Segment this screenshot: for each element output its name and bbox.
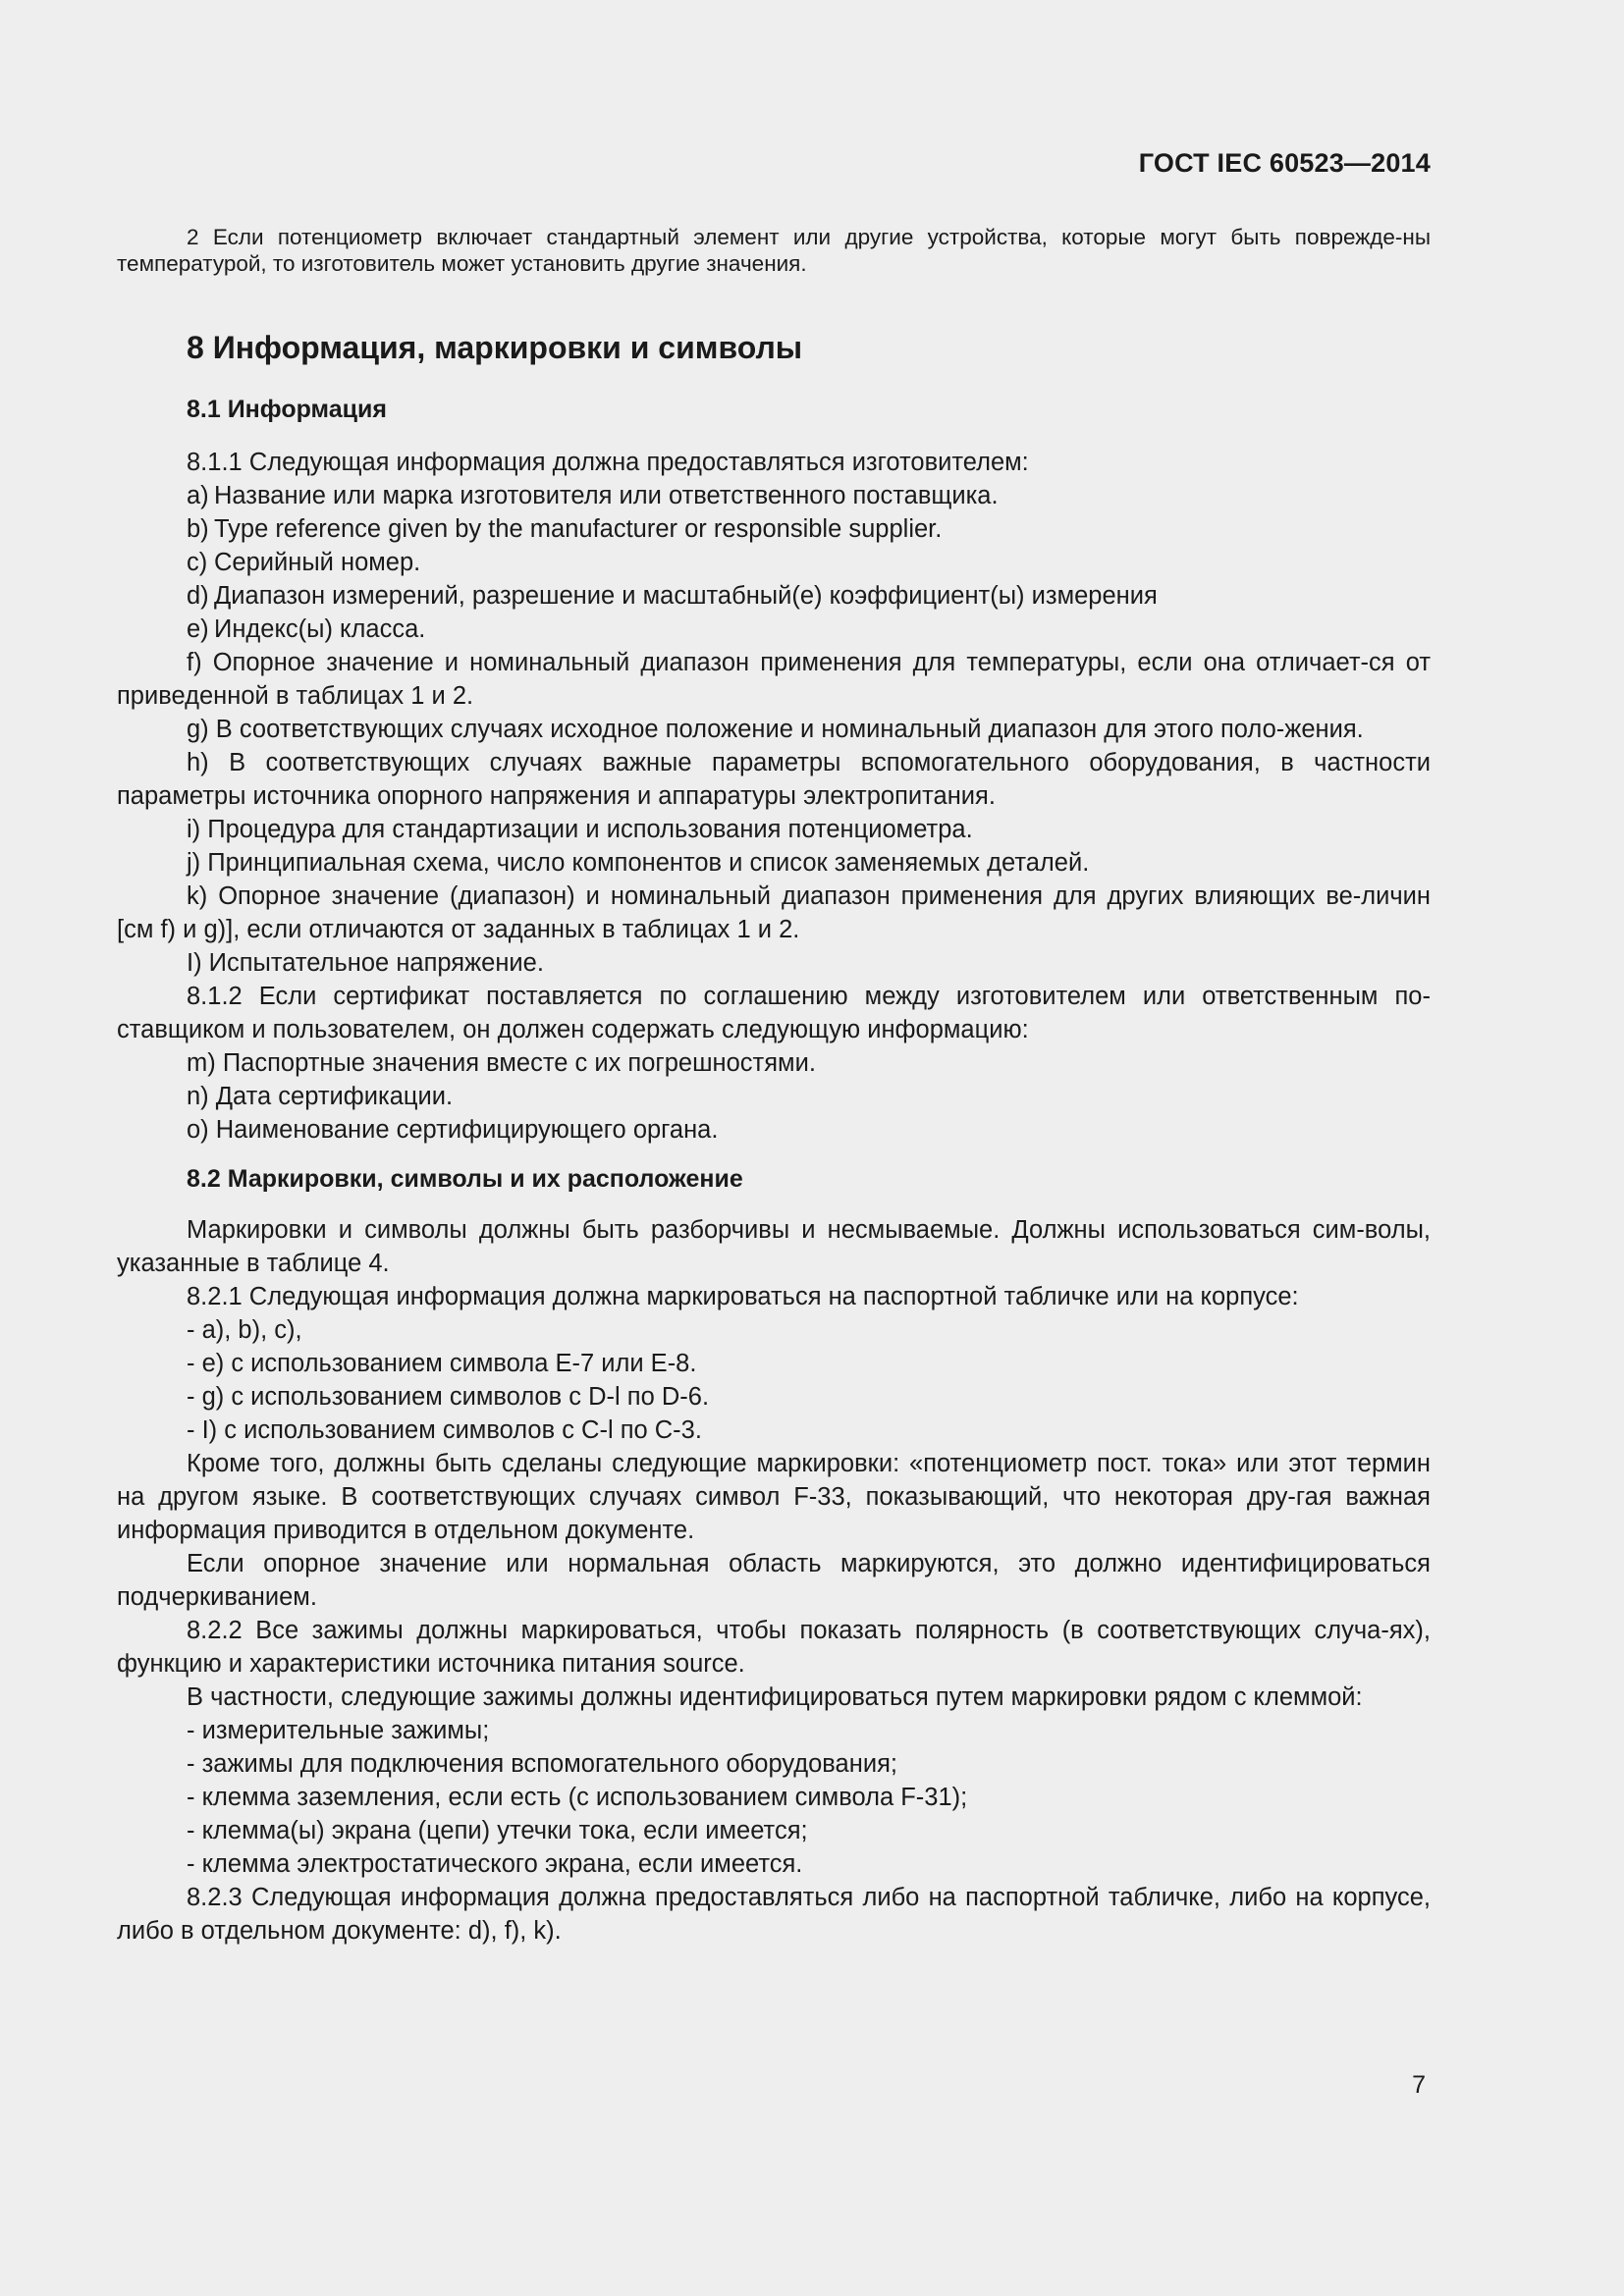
list-item-o: o) Наименование сертифицирующего органа. bbox=[187, 1116, 719, 1144]
subsection-8-2-body bbox=[117, 1213, 1431, 1948]
paragraph-terminals: В частности, следующие зажимы должны идентифицироваться путем маркировки рядом с клеммой: bbox=[187, 1683, 1363, 1711]
dash-item: - а), b), с), bbox=[187, 1316, 302, 1344]
list-item-e bbox=[187, 613, 1431, 646]
terminal-item: - клемма заземления, если есть (с использованием символа F-31); bbox=[187, 1784, 968, 1811]
paragraph-8-2-3: 8.2.3 Следующая информация должна предоставляться либо на паспортной табличке, либо на корпусе, либо в отдельном документе: d), f), k). bbox=[117, 1884, 1431, 1945]
list-item-g: g) В соответствующих случаях исходное положение и номинальный диапазон для этого поло-жения. bbox=[187, 716, 1364, 743]
list-item-l: I) Испытательное напряжение. bbox=[187, 949, 544, 977]
list-marker: b) bbox=[187, 515, 209, 543]
list-marker: a) bbox=[187, 482, 209, 509]
list-marker: d) bbox=[187, 582, 209, 610]
list-item-f: f) Опорное значение и номинальный диапазон применения для температуры, если она отличает-ся от приведенной в таблицах 1 и 2. bbox=[117, 649, 1431, 710]
list-item-m: m) Паспортные значения вместе с их погрешностями. bbox=[187, 1049, 816, 1077]
paragraph-8-2-2: 8.2.2 Все зажимы должны маркироваться, чтобы показать полярность (в соответствующих случа-ях), функцию и характеристики источника питания source. bbox=[117, 1617, 1431, 1678]
list-text: Серийный номер. bbox=[214, 549, 421, 576]
list-text: Индекс(ы) класса. bbox=[214, 615, 426, 643]
list-marker: e) bbox=[187, 615, 209, 643]
paragraph-additional-markings: Кроме того, должны быть сделаны следующие маркировки: «потенциометр пост. тока» или этот термин на другом языке. В соответствующих случаях символ F-33, показывающий, что некоторая дру-гая важная информация приводится в отдельном документе. bbox=[117, 1450, 1431, 1544]
list-item-d bbox=[187, 579, 1431, 613]
list-item-k: k) Опорное значение (диапазон) и номинальный диапазон применения для других влияющих ве-личин [см f) и g)], если отличаются от заданных в таблицах 1 и 2. bbox=[117, 882, 1431, 943]
page-content bbox=[117, 224, 1431, 1948]
list-item-b bbox=[187, 512, 1431, 546]
list-item-a bbox=[187, 479, 1431, 512]
paragraph-markings: Маркировки и символы должны быть разборчивы и несмываемые. Должны использоваться сим-волы, указанные в таблице 4. bbox=[117, 1216, 1431, 1277]
list-text: Type reference given by the manufacturer or responsible supplier. bbox=[214, 515, 943, 543]
list-item-h: h) В соответствующих случаях важные параметры вспомогательного оборудования, в частности параметры источника опорного напряжения и аппаратуры электропитания. bbox=[117, 749, 1431, 810]
terminal-item: - измерительные зажимы; bbox=[187, 1717, 490, 1744]
subsection-heading-8-1: 8.1 Информация bbox=[187, 396, 387, 423]
document-code: ГОСТ IEC 60523—2014 bbox=[1138, 148, 1431, 178]
paragraph-8-1-2: 8.1.2 Если сертификат поставляется по соглашению между изготовителем или ответственным по-ставщиком и пользователем, он должен содержать следующую информацию: bbox=[117, 983, 1431, 1043]
dash-item: - g) с использованием символов с D-l по D-6. bbox=[187, 1383, 710, 1411]
section-heading: 8 Информация, маркировки и символы bbox=[187, 330, 803, 365]
dash-item: - е) с использованием символа Е-7 или Е-8. bbox=[187, 1350, 697, 1377]
list-marker: c) bbox=[187, 549, 208, 576]
list-item-n: n) Дата сертификации. bbox=[187, 1083, 454, 1110]
subsection-heading-8-2: 8.2 Маркировки, символы и их расположение bbox=[187, 1165, 743, 1193]
paragraph-8-1-1: 8.1.1 Следующая информация должна предоставляться изготовителем: bbox=[187, 449, 1029, 476]
page-number: 7 bbox=[1412, 2071, 1426, 2099]
paragraph-underline: Если опорное значение или нормальная область маркируются, это должно идентифицироваться подчеркиванием. bbox=[117, 1550, 1431, 1611]
dash-item: - I) с использованием символов с C-l по С-3. bbox=[187, 1416, 702, 1444]
list-text: Название или марка изготовителя или ответственного поставщика. bbox=[214, 482, 999, 509]
list-item-i: i) Процедура для стандартизации и использования потенциометра. bbox=[187, 816, 973, 843]
list-text: Диапазон измерений, разрешение и масштабный(е) коэффициент(ы) измерения bbox=[214, 582, 1158, 610]
terminal-item: - клемма электростатического экрана, если имеется. bbox=[187, 1850, 803, 1878]
subsection-8-1-body bbox=[117, 446, 1431, 1147]
list-item-j: j) Принципиальная схема, число компонентов и список заменяемых деталей. bbox=[187, 849, 1090, 877]
terminal-item: - зажимы для подключения вспомогательного оборудования; bbox=[187, 1750, 897, 1778]
terminal-item: - клемма(ы) экрана (цепи) утечки тока, если имеется; bbox=[187, 1817, 808, 1844]
note-paragraph: 2 Если потенциометр включает стандартный элемент или другие устройства, которые могут быть поврежде-ны температурой, то изготовитель может установить другие значения. bbox=[117, 225, 1431, 276]
list-item-c bbox=[187, 546, 1431, 579]
paragraph-8-2-1: 8.2.1 Следующая информация должна маркироваться на паспортной табличке или на корпусе: bbox=[187, 1283, 1299, 1310]
